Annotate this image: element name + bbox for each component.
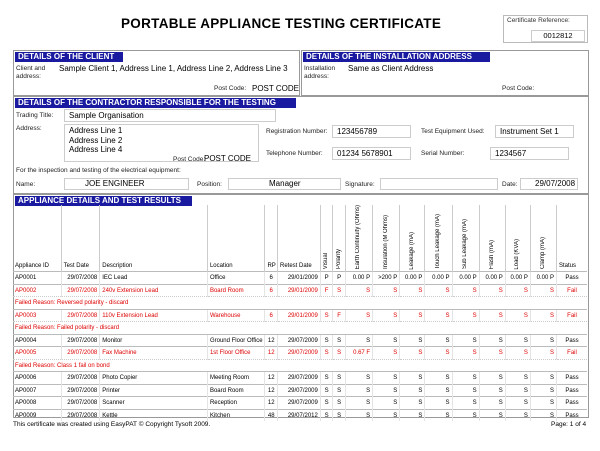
failed-reason-row bbox=[13, 297, 587, 310]
registration-field: 123456789 bbox=[332, 125, 411, 138]
cell-touch: S bbox=[425, 397, 452, 410]
cell-id: AP0006 bbox=[13, 372, 61, 385]
col-appliance-id: Appliance ID bbox=[15, 263, 50, 270]
appliance-table bbox=[13, 205, 587, 421]
cell-sub: S bbox=[452, 309, 479, 322]
cell-clamp: S bbox=[530, 397, 556, 410]
page-number: Page: 1 of 4 bbox=[551, 421, 587, 428]
cell-leak: S bbox=[400, 372, 425, 385]
cell-loc: Kitchen bbox=[207, 409, 265, 421]
cell-visual: S bbox=[320, 397, 333, 410]
cell-load: S bbox=[505, 384, 530, 397]
cell-date: 29/07/2008 bbox=[61, 384, 100, 397]
cell-date: 29/07/2008 bbox=[61, 347, 100, 360]
cell-rp: 12 bbox=[265, 334, 278, 347]
failed-reason-row bbox=[13, 322, 587, 335]
cell-pol: S bbox=[333, 284, 346, 297]
cell-flash: S bbox=[479, 384, 505, 397]
cell-ins: S bbox=[373, 309, 400, 322]
col-sub-leakage: Sub Leakage (mA) bbox=[452, 205, 479, 272]
certificate-title: PORTABLE APPLIANCE TESTING CERTIFICATE bbox=[121, 16, 442, 31]
cell-touch: S bbox=[425, 409, 452, 421]
cell-pol: P bbox=[333, 272, 346, 285]
cert-ref-value: 0012812 bbox=[531, 30, 585, 42]
cell-load: S bbox=[505, 284, 530, 297]
cell-retest: 29/07/2012 bbox=[277, 409, 320, 421]
cell-visual: S bbox=[320, 309, 333, 322]
cell-sub: S bbox=[452, 384, 479, 397]
client-postcode: POST CODE bbox=[252, 84, 299, 93]
cell-ins: S bbox=[373, 384, 400, 397]
cell-id: AP0008 bbox=[13, 397, 61, 410]
cell-sub: S bbox=[452, 284, 479, 297]
cell-earth: S bbox=[345, 284, 372, 297]
cell-ins: >200 P bbox=[373, 272, 400, 285]
cell-visual: S bbox=[320, 372, 333, 385]
col-retest-date: Retest Date bbox=[277, 205, 320, 272]
cell-loc: 1st Floor Office bbox=[207, 347, 265, 360]
cell-ins: S bbox=[373, 284, 400, 297]
cell-desc: 240v Extension Lead bbox=[100, 284, 208, 297]
cell-touch: S bbox=[425, 384, 452, 397]
cell-load: S bbox=[505, 409, 530, 421]
table-row bbox=[13, 347, 587, 360]
cell-retest: 29/07/2009 bbox=[277, 397, 320, 410]
appliance-rows bbox=[13, 272, 587, 422]
cell-rp: 12 bbox=[265, 384, 278, 397]
cell-id: AP0005 bbox=[13, 347, 61, 360]
client-address-label: Client and address: bbox=[16, 65, 46, 80]
cell-status: Fail bbox=[557, 309, 588, 322]
contractor-postcode: POST CODE bbox=[204, 154, 251, 163]
cell-touch: S bbox=[425, 284, 452, 297]
cell-visual: P bbox=[320, 272, 333, 285]
cell-id: AP0003 bbox=[13, 309, 61, 322]
cell-loc: Board Room bbox=[207, 284, 265, 297]
cell-retest: 29/01/2009 bbox=[277, 272, 320, 285]
cell-clamp: S bbox=[530, 334, 556, 347]
cell-clamp: S bbox=[530, 284, 556, 297]
cell-rp: 6 bbox=[265, 272, 278, 285]
cell-loc: Office bbox=[207, 272, 265, 285]
cell-flash: S bbox=[479, 309, 505, 322]
cell-leak: S bbox=[400, 384, 425, 397]
position-field: Manager bbox=[228, 178, 341, 190]
cell-pol: S bbox=[333, 334, 346, 347]
cell-visual: S bbox=[320, 347, 333, 360]
cell-ins: S bbox=[373, 409, 400, 421]
cell-status: Pass bbox=[557, 397, 588, 410]
cell-desc: Monitor bbox=[100, 334, 208, 347]
cell-earth: S bbox=[345, 372, 372, 385]
table-row bbox=[13, 372, 587, 385]
col-test-date: Test Date bbox=[61, 205, 100, 272]
installation-postcode-label: Post Code: bbox=[502, 85, 535, 92]
cell-retest: 29/07/2009 bbox=[277, 372, 320, 385]
cell-flash: S bbox=[479, 334, 505, 347]
cell-status: Pass bbox=[557, 409, 588, 421]
cell-visual: S bbox=[320, 334, 333, 347]
cell-load: S bbox=[505, 334, 530, 347]
col-earth-continuity: Earth Continuity (Ohms) bbox=[345, 205, 372, 272]
cell-earth: S bbox=[345, 384, 372, 397]
cell-rp: 6 bbox=[265, 284, 278, 297]
registration-label: Registration Number: bbox=[266, 128, 328, 135]
cell-id: AP0004 bbox=[13, 334, 61, 347]
installation-address: Same as Client Address bbox=[348, 64, 434, 73]
cell-id: AP0009 bbox=[13, 409, 61, 421]
telephone-field: 01234 5678901 bbox=[332, 147, 411, 160]
cell-loc: Ground Floor Office bbox=[207, 334, 265, 347]
footer-note: This certificate was created using EasyPAT © Copyright Tysoft 2009. bbox=[13, 421, 211, 428]
cell-retest: 29/01/2009 bbox=[277, 309, 320, 322]
cell-flash: S bbox=[479, 347, 505, 360]
cell-date: 29/07/2008 bbox=[61, 309, 100, 322]
cell-flash: S bbox=[479, 372, 505, 385]
cell-date: 29/07/2008 bbox=[61, 409, 100, 421]
engineer-name-label: Name: bbox=[16, 181, 36, 188]
cell-desc: Printer bbox=[100, 384, 208, 397]
cell-id: AP0001 bbox=[13, 272, 61, 285]
cell-retest: 29/07/2009 bbox=[277, 384, 320, 397]
cell-clamp: 0.00 P bbox=[530, 272, 556, 285]
cell-status: Pass bbox=[557, 384, 588, 397]
contractor-address-line-3: Address Line 4 bbox=[69, 145, 123, 154]
cell-rp: 12 bbox=[265, 372, 278, 385]
cell-clamp: S bbox=[530, 347, 556, 360]
cell-load: S bbox=[505, 397, 530, 410]
client-postcode-label: Post Code: bbox=[214, 85, 247, 92]
col-description: Description bbox=[100, 205, 208, 272]
cell-retest: 29/07/2009 bbox=[277, 347, 320, 360]
cell-date: 29/07/2008 bbox=[61, 397, 100, 410]
col-location: Location bbox=[207, 205, 265, 272]
cell-date: 29/07/2008 bbox=[61, 284, 100, 297]
cell-loc: Warehouse bbox=[207, 309, 265, 322]
contractor-postcode-label: Post Code: bbox=[173, 156, 206, 163]
col-leakage: Leakage (mA) bbox=[400, 205, 425, 272]
cell-leak: 0.00 P bbox=[400, 272, 425, 285]
cell-leak: S bbox=[400, 334, 425, 347]
cell-leak: S bbox=[400, 397, 425, 410]
failed-reason: Failed Reason: Class 1 fail on bond bbox=[13, 359, 587, 372]
cell-loc: Reception bbox=[207, 397, 265, 410]
cell-retest: 29/07/2009 bbox=[277, 334, 320, 347]
cell-ins: S bbox=[373, 334, 400, 347]
cell-date: 29/07/2008 bbox=[61, 372, 100, 385]
cell-clamp: S bbox=[530, 384, 556, 397]
cert-ref-label: Certificate Reference: bbox=[507, 17, 570, 24]
table-row bbox=[13, 409, 587, 421]
cell-load: S bbox=[505, 309, 530, 322]
cell-pol: S bbox=[333, 384, 346, 397]
col-status: Status bbox=[557, 205, 588, 272]
cell-sub: S bbox=[452, 347, 479, 360]
cell-desc: Kettle bbox=[100, 409, 208, 421]
col-insulation: Insulation (M Ohms) bbox=[373, 205, 400, 272]
cell-touch: S bbox=[425, 309, 452, 322]
contractor-header: DETAILS OF THE CONTRACTOR RESPONSIBLE FOR THE TESTING bbox=[15, 98, 296, 108]
col-clamp: Clamp (mA) bbox=[530, 205, 556, 272]
installation-panel bbox=[301, 50, 589, 96]
cell-sub: S bbox=[452, 372, 479, 385]
cell-pol: S bbox=[333, 347, 346, 360]
cell-id: AP0002 bbox=[13, 284, 61, 297]
telephone-label: Telephone Number: bbox=[266, 150, 323, 157]
inspection-note: For the inspection and testing of the electrical equipment: bbox=[16, 167, 181, 174]
cell-desc: Fax Machine bbox=[100, 347, 208, 360]
cell-ins: S bbox=[373, 397, 400, 410]
cell-leak: S bbox=[400, 347, 425, 360]
signature-label: Signature: bbox=[345, 181, 375, 188]
cell-flash: S bbox=[479, 397, 505, 410]
cell-sub: S bbox=[452, 409, 479, 421]
cell-earth: S bbox=[345, 397, 372, 410]
engineer-name-field: JOE ENGINEER bbox=[64, 178, 189, 190]
client-address: Sample Client 1, Address Line 1, Address Line 2, Address Line 3 bbox=[59, 64, 288, 73]
cell-status: Pass bbox=[557, 372, 588, 385]
cell-leak: S bbox=[400, 309, 425, 322]
col-rp: RP bbox=[265, 205, 278, 272]
failed-reason-row bbox=[13, 359, 587, 372]
cell-sub: 0.00 P bbox=[452, 272, 479, 285]
table-row bbox=[13, 309, 587, 322]
cell-desc: Scanner bbox=[100, 397, 208, 410]
cell-date: 29/07/2008 bbox=[61, 334, 100, 347]
cell-status: Pass bbox=[557, 334, 588, 347]
installation-address-label: Installation address: bbox=[304, 65, 336, 80]
cell-desc: Photo Copier bbox=[100, 372, 208, 385]
cell-clamp: S bbox=[530, 372, 556, 385]
cell-ins: S bbox=[373, 372, 400, 385]
contractor-panel bbox=[13, 96, 589, 194]
cell-pol: S bbox=[333, 372, 346, 385]
col-flash: Flash (mA) bbox=[479, 205, 505, 272]
cell-pol: S bbox=[333, 397, 346, 410]
client-header: DETAILS OF THE CLIENT bbox=[15, 52, 123, 62]
equipment-field: Instrument Set 1 bbox=[495, 125, 574, 138]
equipment-label: Test Equipment Used: bbox=[421, 128, 485, 135]
cell-earth: S bbox=[345, 334, 372, 347]
col-visual: Visual bbox=[320, 205, 333, 272]
cell-pol: F bbox=[333, 309, 346, 322]
cell-flash: S bbox=[479, 409, 505, 421]
certificate-reference bbox=[503, 15, 588, 43]
cell-desc: IEC Lead bbox=[100, 272, 208, 285]
contractor-address-label: Address: bbox=[16, 125, 42, 132]
cell-retest: 29/01/2009 bbox=[277, 284, 320, 297]
contractor-address-line-2: Address Line 2 bbox=[69, 135, 123, 145]
date-label: Date: bbox=[502, 181, 518, 188]
cell-load: 0.00 P bbox=[505, 272, 530, 285]
cell-desc: 110v Extension Lead bbox=[100, 309, 208, 322]
cell-sub: S bbox=[452, 397, 479, 410]
cell-leak: S bbox=[400, 409, 425, 421]
cell-earth: S bbox=[345, 409, 372, 421]
cell-rp: 12 bbox=[265, 397, 278, 410]
cell-visual: S bbox=[320, 384, 333, 397]
cell-flash: 0.00 P bbox=[479, 272, 505, 285]
cell-visual: S bbox=[320, 409, 333, 421]
serial-field: 1234567 bbox=[490, 147, 569, 160]
cell-sub: S bbox=[452, 334, 479, 347]
cell-touch: S bbox=[425, 372, 452, 385]
failed-reason: Failed Reason: Reversed polarity - discard bbox=[13, 297, 587, 310]
cell-load: S bbox=[505, 347, 530, 360]
signature-field bbox=[380, 178, 498, 190]
cell-status: Fail bbox=[557, 284, 588, 297]
trading-title-field: Sample Organisation bbox=[64, 109, 276, 122]
table-row bbox=[13, 284, 587, 297]
cell-earth: 0.00 P bbox=[345, 272, 372, 285]
cell-visual: F bbox=[320, 284, 333, 297]
cell-loc: Meeting Room bbox=[207, 372, 265, 385]
cell-status: Pass bbox=[557, 272, 588, 285]
cell-earth: S bbox=[345, 309, 372, 322]
date-field: 29/07/2008 bbox=[520, 178, 578, 190]
table-row bbox=[13, 384, 587, 397]
table-row bbox=[13, 397, 587, 410]
cell-touch: S bbox=[425, 334, 452, 347]
col-touch-leakage: Touch Leakage (mA) bbox=[425, 205, 452, 272]
trading-title-label: Trading Title: bbox=[16, 112, 54, 119]
cell-clamp: S bbox=[530, 309, 556, 322]
table-row bbox=[13, 334, 587, 347]
cell-rp: 12 bbox=[265, 347, 278, 360]
cell-rp: 48 bbox=[265, 409, 278, 421]
cell-date: 29/07/2008 bbox=[61, 272, 100, 285]
position-label: Position: bbox=[197, 181, 222, 188]
cell-leak: S bbox=[400, 284, 425, 297]
cell-pol: S bbox=[333, 409, 346, 421]
cell-id: AP0007 bbox=[13, 384, 61, 397]
cell-touch: 0.00 P bbox=[425, 272, 452, 285]
contractor-address-line-1: Address Line 1 bbox=[69, 126, 123, 135]
appliance-header: APPLIANCE DETAILS AND TEST RESULTS bbox=[15, 196, 192, 206]
col-polarity: Polarity bbox=[333, 205, 346, 272]
cell-loc: Board Room bbox=[207, 384, 265, 397]
cell-status: Fail bbox=[557, 347, 588, 360]
cell-touch: S bbox=[425, 347, 452, 360]
cell-flash: S bbox=[479, 284, 505, 297]
cell-load: S bbox=[505, 372, 530, 385]
col-load: Load (KVA) bbox=[505, 205, 530, 272]
cell-ins: S bbox=[373, 347, 400, 360]
cell-earth: 0.67 F bbox=[345, 347, 372, 360]
cell-clamp: S bbox=[530, 409, 556, 421]
table-row bbox=[13, 272, 587, 285]
installation-header: DETAILS OF THE INSTALLATION ADDRESS bbox=[303, 52, 490, 62]
failed-reason: Failed Reason: Failed polarity - discard bbox=[13, 322, 587, 335]
serial-label: Serial Number: bbox=[421, 150, 465, 157]
cell-rp: 6 bbox=[265, 309, 278, 322]
client-panel bbox=[13, 50, 300, 96]
